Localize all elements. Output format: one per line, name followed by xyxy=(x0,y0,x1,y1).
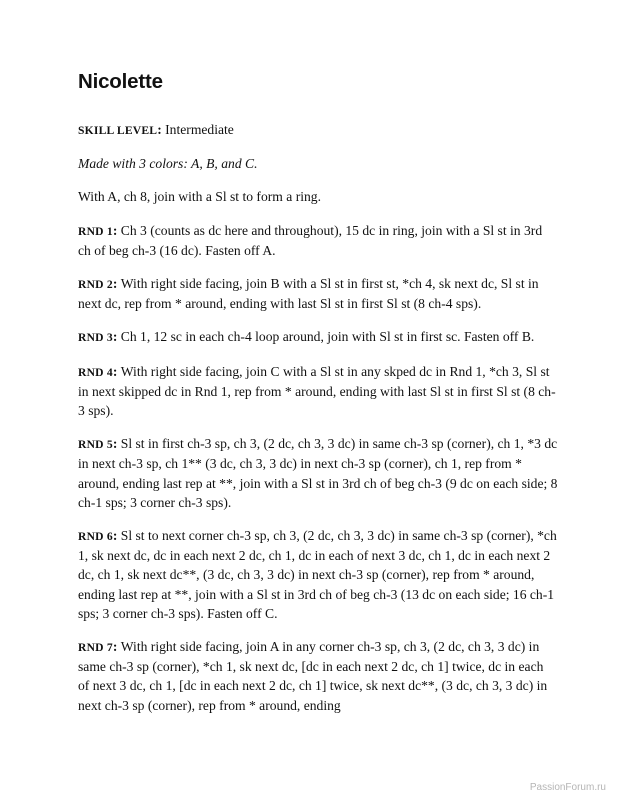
round-label: RND 3 xyxy=(78,331,113,345)
round-text: Sl st to next corner ch-3 sp, ch 3, (2 dc, ch 3, 3 dc) in same ch-3 sp (corner), *ch 1, sk next dc, dc in each next 2 dc, ch 1, dc in each of next 3 dc, ch 1, dc in each next 2 dc, ch 1, sk next dc**, (3 dc, ch 3, 3 dc) in next ch-3 sp (corner), rep from * around, ending last rep at **, join with a Sl st in 3rd ch of beg ch-3 (13 dc on each side; 16 ch-1 sps; 3 corner ch-3 sps). Fasten off C. xyxy=(78,528,557,621)
round-text: Ch 3 (counts as dc here and throughout), 15 dc in ring, join with a Sl st in 3rd ch of beg ch-3 (16 dc). Fasten off A. xyxy=(78,222,543,258)
round-label: RND 1 xyxy=(78,224,113,238)
round-label: RND 6 xyxy=(78,530,113,544)
round-label: RND 4 xyxy=(78,365,113,379)
skill-level-label: SKILL LEVEL xyxy=(78,124,158,137)
round-text: With right side facing, join A in any corner ch-3 sp, ch 3, (2 dc, ch 3, 3 dc) in same ch-3 sp (corner), *ch 1, sk next dc, [dc in each next 2 dc, ch 1] twice, dc in each of next 3 dc, ch 1, [dc in each next 2 dc, ch 1] twice, sk next dc**, (3 dc, ch 3, 3 dc) in next ch-3 sp (corner), rep from * around, ending xyxy=(78,639,548,713)
round-text: With right side facing, join C with a Sl st in any skped dc in Rnd 1, *ch 3, Sl st in next skipped dc in Rnd 1, rep from * around, ending with last Sl st in first Sl st (8 ch-3 sps). xyxy=(78,363,556,419)
skill-level-value: Intermediate xyxy=(165,122,234,137)
round-text: With right side facing, join B with a Sl st in first st, *ch 4, sk next dc, Sl st in next dc, rep from * around, ending with last Sl st in first Sl st (8 ch-4 sps). xyxy=(78,276,539,312)
intro-instruction: With A, ch 8, join with a Sl st to form a ring. xyxy=(78,189,321,205)
colors-note: Made with 3 colors: A, B, and C. xyxy=(78,156,258,172)
round-text: Ch 1, 12 sc in each ch-4 loop around, join with Sl st in first sc. Fasten off B. xyxy=(120,329,535,345)
round-paragraph: RND 6: Sl st to next corner ch-3 sp, ch 3, (2 dc, ch 3, 3 dc) in same ch-3 sp (corner), *ch 1, sk next dc, dc in each next 2 dc, ch 1, dc in each of next 3 dc, ch 1, dc in each next 2 dc, ch 1, sk next dc**, (3 dc, ch 3, 3 dc) in next ch-3 sp (corner), rep from * around, ending last rep at **, join with a Sl st in 3rd ch of beg ch-3 (13 dc on each side; 16 ch-1 sps; 3 corner ch-3 sps). Fasten off C. xyxy=(78,528,557,621)
skill-level: SKILL LEVEL: Intermediate xyxy=(78,122,234,137)
round-paragraph: RND 7: With right side facing, join A in any corner ch-3 sp, ch 3, (2 dc, ch 3, 3 dc) in same ch-3 sp (corner), *ch 1, sk next dc, [dc in each next 2 dc, ch 1] twice, dc in each of next 3 dc, ch 1, [dc in each next 2 dc, ch 1] twice, sk next dc**, (3 dc, ch 3, 3 dc) in next ch-3 sp (corner), rep from * around, ending xyxy=(78,639,548,713)
round-paragraph: RND 1: Ch 3 (counts as dc here and throughout), 15 dc in ring, join with a Sl st in 3rd ch of beg ch-3 (16 dc). Fasten off A. xyxy=(78,222,543,258)
round-label: RND 2 xyxy=(78,278,113,292)
round-paragraph: RND 4: With right side facing, join C with a Sl st in any skped dc in Rnd 1, *ch 3, Sl st in next skipped dc in Rnd 1, rep from * around, ending with last Sl st in first Sl st (8 ch-3 sps). xyxy=(78,363,556,419)
page-title: Nicolette xyxy=(78,70,163,93)
round-paragraph: RND 5: Sl st in first ch-3 sp, ch 3, (2 dc, ch 3, 3 dc) in same ch-3 sp (corner), ch 1, *3 dc in next ch-3 sp, ch 1** (3 dc, ch 3, 3 dc) in next ch-3 sp (corner), ch 1, rep from * around, ending last rep at **, join with a Sl st in 3rd ch of beg ch-3 (9 dc on each side; 8 ch-1 sps; 3 corner ch-3 sps). xyxy=(78,436,558,510)
round-label: RND 5 xyxy=(78,438,113,452)
round-paragraph: RND 3: Ch 1, 12 sc in each ch-4 loop around, join with Sl st in first sc. Fasten off B. xyxy=(78,329,535,345)
round-paragraph: RND 2: With right side facing, join B with a Sl st in first st, *ch 4, sk next dc, Sl st in next dc, rep from * around, ending with last Sl st in first Sl st (8 ch-4 sps). xyxy=(78,276,539,312)
site-watermark: PassionForum.ru xyxy=(529,782,606,793)
round-text: Sl st in first ch-3 sp, ch 3, (2 dc, ch 3, 3 dc) in same ch-3 sp (corner), ch 1, *3 dc in next ch-3 sp, ch 1** (3 dc, ch 3, 3 dc) in next ch-3 sp (corner), ch 1, rep from * around, ending last rep at **, join with a Sl st in 3rd ch of beg ch-3 (9 dc on each side; 8 ch-1 sps; 3 corner ch-3 sps). xyxy=(78,436,558,510)
round-label: RND 7 xyxy=(78,641,113,655)
pattern-page xyxy=(78,70,558,729)
